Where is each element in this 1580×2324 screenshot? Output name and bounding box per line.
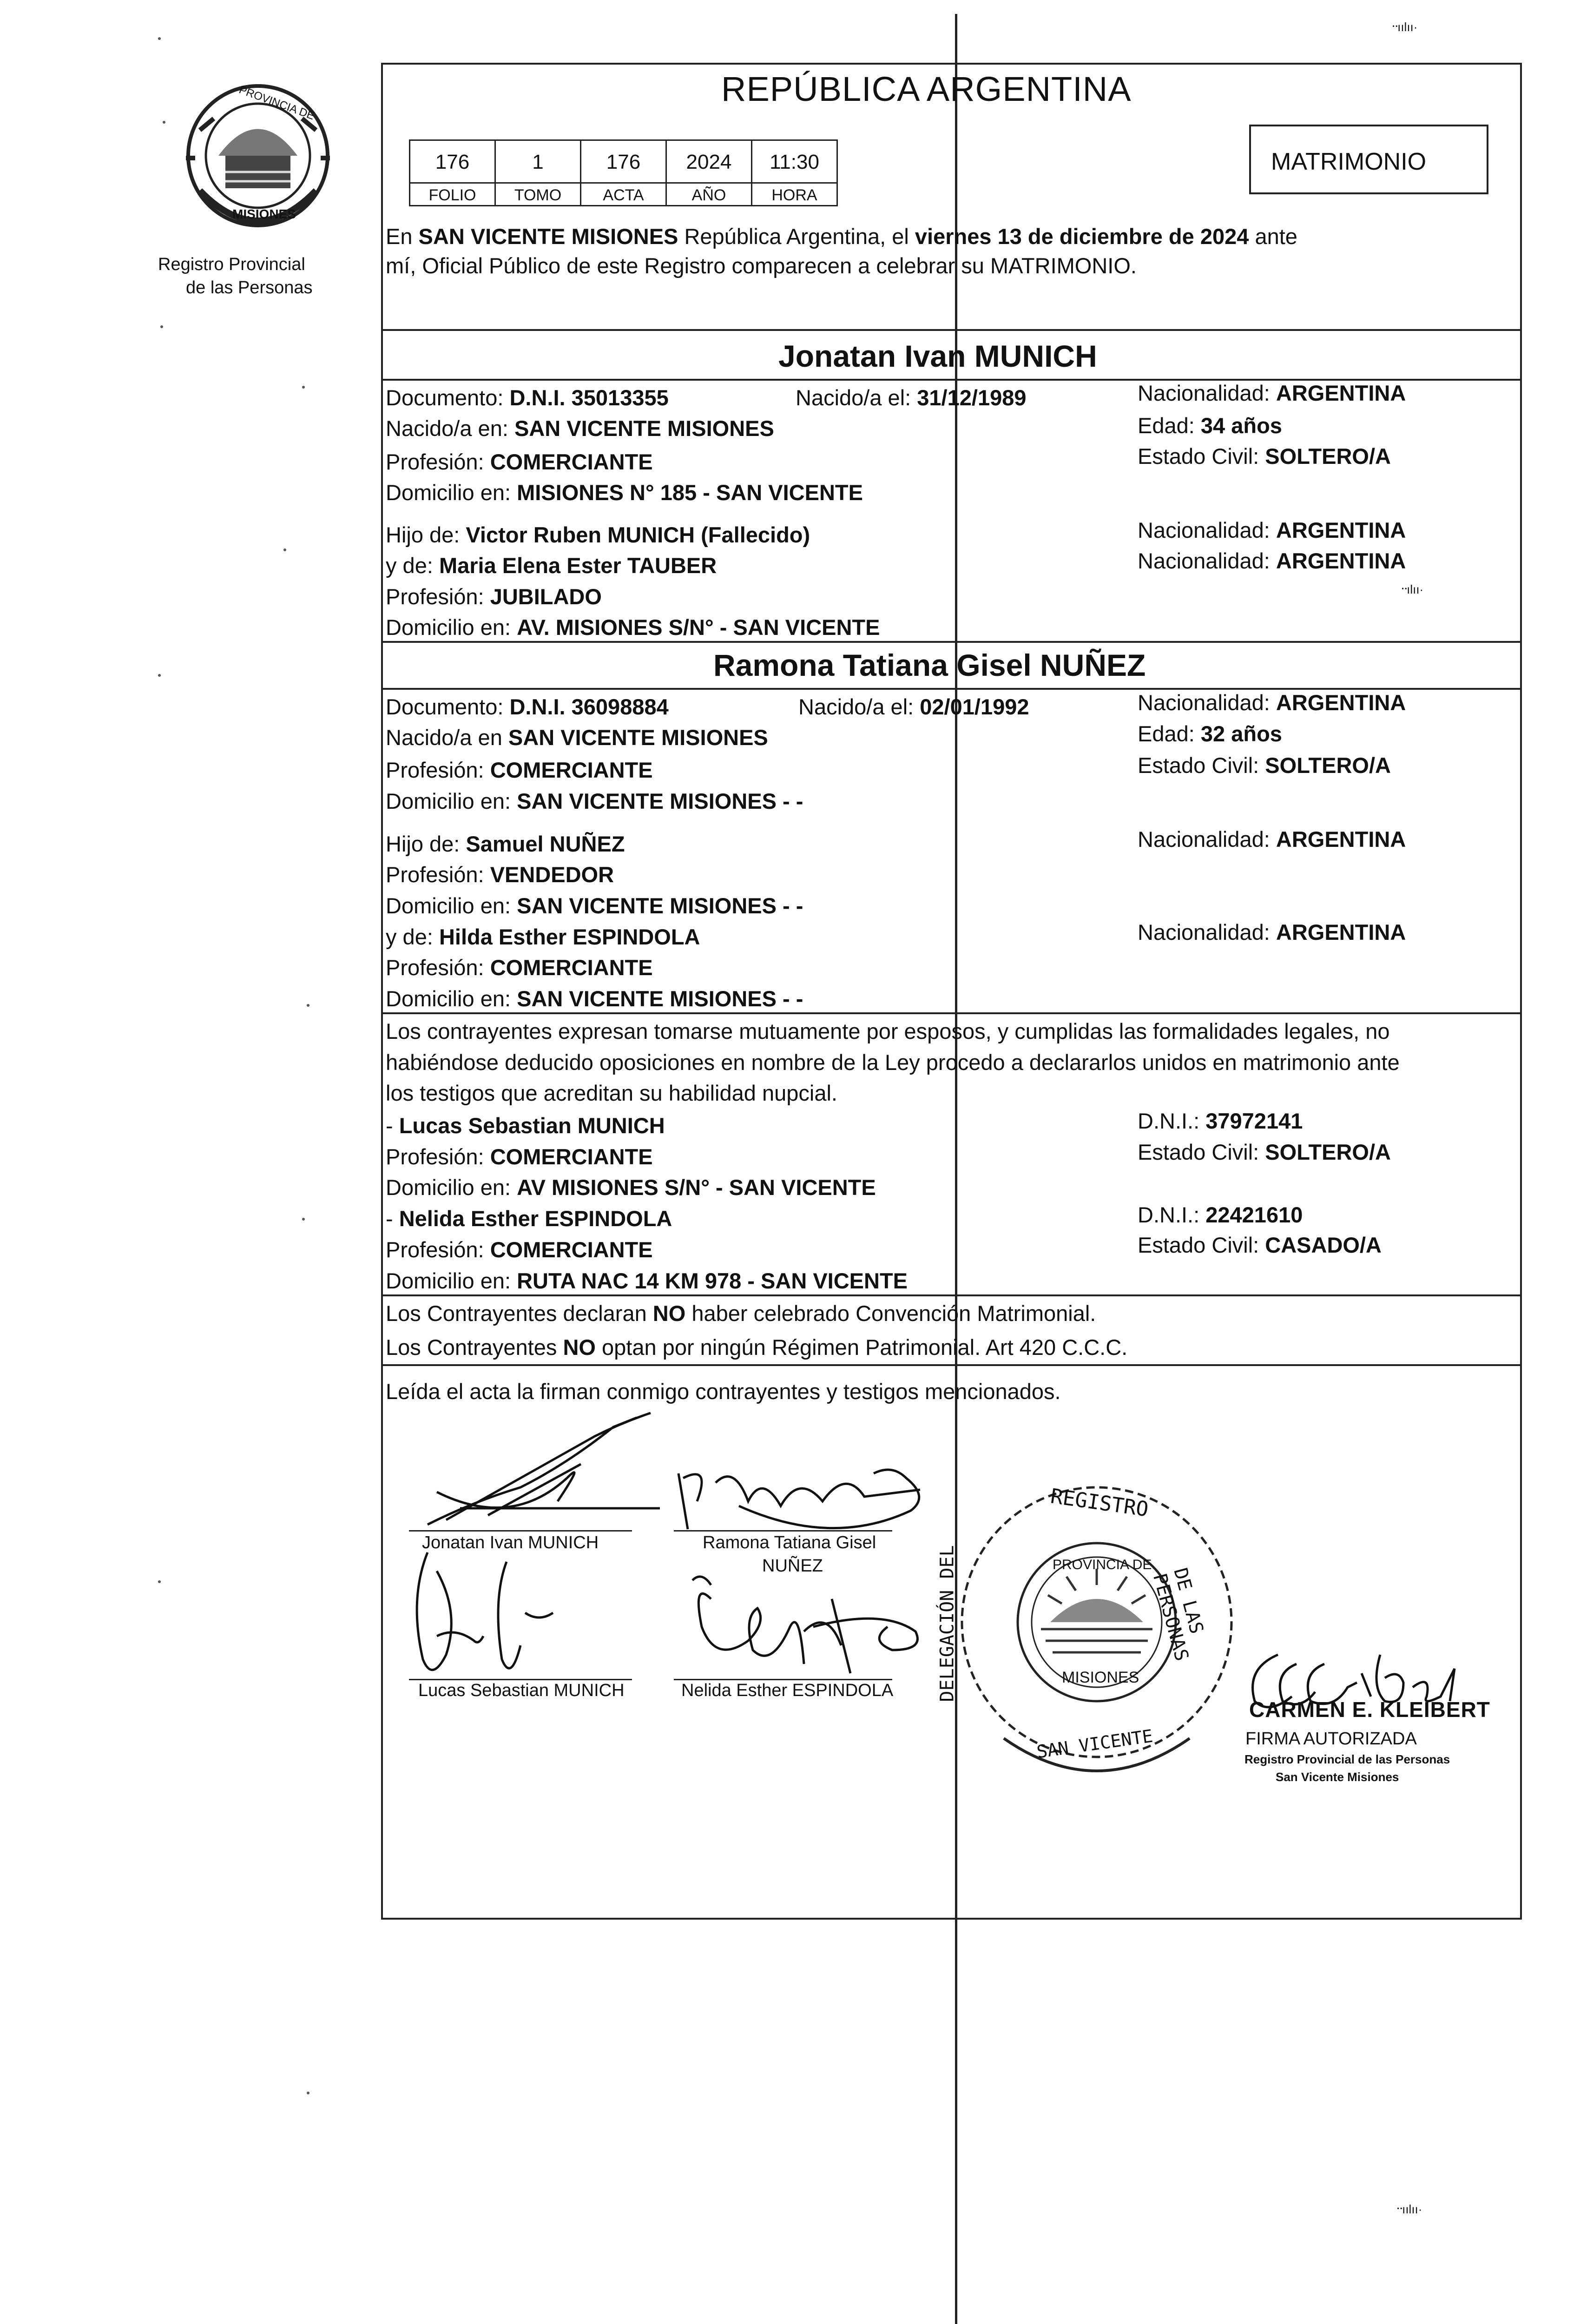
spouse2-mother-nationality	[1138, 921, 1406, 943]
cell-tomo-value: 1	[494, 139, 581, 184]
profesion-label: Profesión:	[386, 1237, 484, 1262]
margin-dot	[307, 1004, 309, 1007]
spouse2-father	[386, 833, 625, 855]
stamp-inner-bottom: MISIONES	[1062, 1669, 1139, 1686]
spouse1-padre: Victor Ruben MUNICH (Fallecido)	[466, 522, 810, 547]
registry-stamp	[936, 1469, 1245, 1785]
witness2-civil-status	[1138, 1234, 1382, 1256]
signature-1-line	[409, 1530, 632, 1532]
margin-dot	[158, 1580, 161, 1583]
convention-text-1c: haber celebrado Convención Matrimonial.	[685, 1301, 1096, 1326]
nacionalidad-label: Nacionalidad:	[1138, 920, 1270, 944]
spouse2-birthdate	[798, 696, 1029, 718]
witness2-estado-civil: CASADO/A	[1265, 1233, 1382, 1257]
logo-caption-line2: de las Personas	[186, 278, 313, 297]
nacionalidad-label: Nacionalidad:	[1138, 518, 1270, 542]
scan-mark-mid-right: ᠃ılıı·	[1399, 582, 1424, 596]
witness1-estado-civil: SOLTERO/A	[1265, 1140, 1391, 1164]
signature-4-line	[674, 1679, 892, 1680]
intro-line1	[386, 225, 1297, 247]
witness2-profesion: COMERCIANTE	[490, 1237, 653, 1262]
spouse1-mother	[386, 555, 717, 576]
spouse2-mother	[386, 926, 700, 948]
spouse2-madre: Hilda Esther ESPINDOLA	[439, 924, 700, 949]
spouse1-dni: D.N.I. 35013355	[509, 385, 669, 410]
witness1-name-value: Lucas Sebastian MUNICH	[399, 1113, 665, 1138]
witness1-profesion: COMERCIANTE	[490, 1144, 653, 1169]
witness2-name: - Nelida Esther ESPINDOLA	[386, 1206, 672, 1231]
intro-text-3: ante	[1249, 224, 1297, 249]
cell-acta-value: 176	[580, 139, 667, 184]
margin-dot	[307, 2092, 309, 2094]
spouse2-dni: D.N.I. 36098884	[509, 694, 669, 719]
margin-dot	[302, 386, 305, 389]
spouse2-nacionalidad: ARGENTINA	[1276, 690, 1406, 715]
hijo-de-label: Hijo de:	[386, 522, 460, 547]
hijo-de-label: Hijo de:	[386, 832, 460, 856]
profesion-label: Profesión:	[386, 584, 484, 609]
cell-acta-label: ACTA	[580, 182, 667, 206]
intro-line2: mí, Oficial Público de este Registro comparecen a celebrar su MATRIMONIO.	[386, 253, 1137, 278]
spouse2-padre-domicilio: SAN VICENTE MISIONES - -	[517, 893, 803, 918]
spouse2-nacido-en: SAN VICENTE MISIONES	[508, 725, 768, 750]
spouse1-mother-nationality	[1138, 550, 1406, 572]
spouse1-profession	[386, 451, 653, 473]
estado-civil-label: Estado Civil:	[1138, 1140, 1259, 1164]
seal-text-top: PROVINCIA DE	[237, 83, 316, 123]
convention-no-1: NO	[652, 1301, 686, 1326]
nacionalidad-label: Nacionalidad:	[1138, 381, 1270, 405]
spouse2-documento	[386, 696, 669, 718]
intro-text-2: República Argentina, el	[678, 224, 915, 249]
convention-line2	[386, 1336, 1127, 1358]
stamp-outer-left: DELEGACIÓN DEL	[936, 1545, 958, 1702]
spouse2-father-profession	[386, 864, 614, 885]
nacido-en-label: Nacido/a en	[386, 725, 502, 750]
spouse1-edad: 34 años	[1200, 413, 1282, 438]
signature-3-line	[409, 1679, 632, 1680]
witness1-profession	[386, 1146, 653, 1168]
margin-dot	[158, 37, 161, 40]
cell-hora-label: HORA	[751, 182, 838, 206]
spouse2-padre-nacionalidad: ARGENTINA	[1276, 827, 1406, 852]
cell-folio-label: FOLIO	[409, 182, 496, 206]
witness2-domicilio: RUTA NAC 14 KM 978 - SAN VICENTE	[517, 1268, 908, 1293]
nacionalidad-label: Nacionalidad:	[1138, 548, 1270, 573]
convention-text-2c: optan por ningún Régimen Patrimonial. Art 420 C.C.C.	[595, 1335, 1128, 1360]
divider-6	[381, 1294, 1522, 1296]
spouse2-birthplace	[386, 726, 768, 748]
spouse2-mother-profession	[386, 957, 653, 978]
domicilio-label: Domicilio en:	[386, 480, 511, 505]
official-name: CARMEN E. KLEIBERT	[1249, 1697, 1490, 1722]
spouse2-age	[1138, 723, 1282, 745]
documento-label: Documento:	[386, 694, 504, 719]
nacionalidad-label: Nacionalidad:	[1138, 827, 1270, 852]
logo-caption-line1: Registro Provincial	[158, 255, 305, 274]
divider-4	[381, 688, 1522, 690]
cell-folio-value: 176	[409, 139, 496, 184]
spouse2-estado-civil: SOLTERO/A	[1265, 753, 1391, 778]
cell-ano-label: AÑO	[665, 182, 752, 206]
spouse1-parents-address	[386, 616, 880, 638]
declaration-line3: los testigos que acreditan su habilidad nupcial.	[386, 1081, 837, 1105]
official-org: Registro Provincial de las Personas	[1244, 1752, 1450, 1766]
divider-5	[381, 1012, 1522, 1014]
signature-3-scribble	[400, 1543, 604, 1697]
spouse1-nacionalidad: ARGENTINA	[1276, 381, 1406, 405]
nacido-el-label: Nacido/a el:	[796, 385, 911, 410]
spouse1-documento	[386, 387, 669, 409]
signature-4-name: Nelida Esther ESPINDOLA	[681, 1681, 894, 1700]
y-de-label: y de:	[386, 553, 433, 578]
spouse2-father-nationality	[1138, 828, 1406, 850]
spouse2-civil-status	[1138, 754, 1391, 776]
spouse2-madre-domicilio: SAN VICENTE MISIONES - -	[517, 986, 803, 1011]
edad-label: Edad:	[1138, 721, 1195, 746]
signature-2-scribble	[669, 1446, 929, 1548]
witness2-dni-value: 22421610	[1205, 1202, 1303, 1227]
intro-place: SAN VICENTE MISIONES	[418, 224, 678, 249]
domicilio-label: Domicilio en:	[386, 1268, 511, 1293]
spouse2-edad: 32 años	[1200, 721, 1282, 746]
closing-text: Leída el acta la firman conmigo contrayentes y testigos mencionados.	[386, 1379, 1061, 1404]
spouse1-nacido-el: 31/12/1989	[917, 385, 1027, 410]
signature-2-line	[674, 1530, 892, 1532]
spouse1-padre-nacionalidad: ARGENTINA	[1276, 518, 1406, 542]
spouse2-profession	[386, 759, 653, 781]
estado-civil-label: Estado Civil:	[1138, 444, 1259, 469]
country-title: REPÚBLICA ARGENTINA	[721, 70, 1132, 108]
spouse2-name: Ramona Tatiana Gisel NUÑEZ	[713, 648, 1146, 682]
spouse2-nationality	[1138, 692, 1406, 713]
declaration-line2: habiéndose deducido oposiciones en nombre de la Ley procedo a declararlos unidos en matrimonio ante	[386, 1050, 1400, 1075]
stamp-outer-top: REGISTRO	[1049, 1484, 1150, 1522]
spouse1-madre: Maria Elena Ester TAUBER	[439, 553, 717, 578]
dni-label: D.N.I.:	[1138, 1202, 1200, 1227]
convention-text-2a: Los Contrayentes	[386, 1335, 563, 1360]
spouse1-name: Jonatan Ivan MUNICH	[778, 339, 1097, 373]
spouse2-nacido-el: 02/01/1992	[920, 694, 1029, 719]
spouse1-father-nationality	[1138, 519, 1406, 541]
spouse2-address	[386, 790, 803, 812]
margin-dot	[163, 121, 165, 124]
intro-text-1: En	[386, 224, 419, 249]
spouse2-mother-address	[386, 988, 803, 1010]
nacido-en-label: Nacido/a en:	[386, 416, 508, 441]
y-de-label: y de:	[386, 924, 433, 949]
witness1-dni-value: 37972141	[1205, 1109, 1303, 1133]
stamp-outer-right: DE LAS PERSONAS	[1148, 1565, 1208, 1664]
spouse1-domicilio: MISIONES N° 185 - SAN VICENTE	[517, 480, 863, 505]
spouse2-domicilio: SAN VICENTE MISIONES - -	[517, 789, 803, 813]
witness2-profession	[386, 1239, 653, 1261]
spouse1-age	[1138, 415, 1282, 436]
cell-hora-value: 11:30	[751, 139, 838, 184]
convention-text-1a: Los Contrayentes declaran	[386, 1301, 653, 1326]
spouse1-padres-profesion: JUBILADO	[490, 584, 602, 609]
witness1-civil-status	[1138, 1141, 1391, 1163]
edad-label: Edad:	[1138, 413, 1195, 438]
cell-ano-value: 2024	[665, 139, 752, 184]
domicilio-label: Domicilio en:	[386, 615, 511, 640]
stamp-outer-bottom: SAN VICENTE	[1035, 1725, 1154, 1763]
intro-date: viernes 13 de diciembre de 2024	[915, 224, 1249, 249]
convention-line1	[386, 1302, 1096, 1324]
official-place: San Vicente Misiones	[1276, 1770, 1399, 1784]
spouse1-father	[386, 524, 810, 546]
cell-tomo-label: TOMO	[494, 182, 581, 206]
profesion-label: Profesión:	[386, 449, 484, 474]
estado-civil-label: Estado Civil:	[1138, 1233, 1259, 1257]
dni-label: D.N.I.:	[1138, 1109, 1200, 1133]
spouse1-nationality	[1138, 382, 1406, 404]
signature-1-scribble	[418, 1408, 678, 1534]
estado-civil-label: Estado Civil:	[1138, 753, 1259, 778]
witness2-address	[386, 1270, 908, 1292]
spouse2-padre-profesion: VENDEDOR	[490, 862, 614, 887]
spouse1-birthdate	[796, 387, 1027, 409]
stamp-inner-top: PROVINCIA DE	[1053, 1557, 1152, 1572]
spouse1-nacido-en: SAN VICENTE MISIONES	[514, 416, 774, 441]
official-title: FIRMA AUTORIZADA	[1245, 1729, 1417, 1749]
margin-dot	[302, 1218, 305, 1221]
documento-label: Documento:	[386, 385, 504, 410]
spouse1-padres-domicilio: AV. MISIONES S/N° - SAN VICENTE	[517, 615, 880, 640]
signature-4-scribble	[674, 1571, 934, 1692]
scan-mark-bottom-right: ᠃ıılıı·	[1394, 2202, 1422, 2216]
domicilio-label: Domicilio en:	[386, 789, 511, 813]
margin-dot	[283, 548, 286, 551]
domicilio-label: Domicilio en:	[386, 1175, 511, 1200]
nacido-el-label: Nacido/a el:	[798, 694, 914, 719]
witness1-address	[386, 1176, 876, 1198]
convention-no-2: NO	[563, 1335, 596, 1360]
spouse2-padre: Samuel NUÑEZ	[466, 832, 625, 856]
nacionalidad-label: Nacionalidad:	[1138, 690, 1270, 715]
profesion-label: Profesión:	[386, 862, 484, 887]
spouse1-birthplace	[386, 417, 774, 439]
divider-7	[381, 1364, 1522, 1366]
signature-2-name-line2: NUÑEZ	[762, 1556, 823, 1576]
spouse2-madre-profesion: COMERCIANTE	[490, 955, 653, 980]
spouse2-father-address	[386, 895, 803, 917]
divider-1	[381, 329, 1522, 331]
witness1-domicilio: AV MISIONES S/N° - SAN VICENTE	[517, 1175, 876, 1200]
profesion-label: Profesión:	[386, 758, 484, 782]
spouse1-profesion: COMERCIANTE	[490, 449, 653, 474]
spouse1-estado-civil: SOLTERO/A	[1265, 444, 1391, 469]
spouse1-civil-status	[1138, 445, 1391, 467]
spouse1-parents-profession	[386, 586, 602, 607]
witness1-dni	[1138, 1110, 1303, 1132]
act-type-label: MATRIMONIO	[1271, 148, 1427, 175]
seal-text-bottom: MISIONES	[232, 207, 296, 221]
signature-1-name: Jonatan Ivan MUNICH	[422, 1533, 599, 1552]
scan-mark-top-right: ᠃ıılıı·	[1389, 20, 1418, 34]
spouse1-madre-nacionalidad: ARGENTINA	[1276, 548, 1406, 573]
witness2-name-value: Nelida Esther ESPINDOLA	[399, 1206, 672, 1231]
spouse2-madre-nacionalidad: ARGENTINA	[1276, 920, 1406, 944]
witness1-name: - Lucas Sebastian MUNICH	[386, 1113, 665, 1138]
profesion-label: Profesión:	[386, 1144, 484, 1169]
domicilio-label: Domicilio en:	[386, 986, 511, 1011]
divider-3	[381, 641, 1522, 643]
declaration-line1: Los contrayentes expresan tomarse mutuamente por esposos, y cumplidas las formalidades legales, no	[386, 1019, 1390, 1043]
spouse1-address	[386, 482, 863, 503]
margin-dot	[158, 674, 161, 677]
spouse2-profesion: COMERCIANTE	[490, 758, 653, 782]
signature-2-name-line1: Ramona Tatiana Gisel	[703, 1533, 876, 1552]
signature-3-name: Lucas Sebastian MUNICH	[418, 1681, 625, 1700]
province-logo	[181, 74, 335, 246]
witness2-dni	[1138, 1204, 1303, 1226]
domicilio-label: Domicilio en:	[386, 893, 511, 918]
margin-dot	[160, 325, 163, 328]
profesion-label: Profesión:	[386, 955, 484, 980]
